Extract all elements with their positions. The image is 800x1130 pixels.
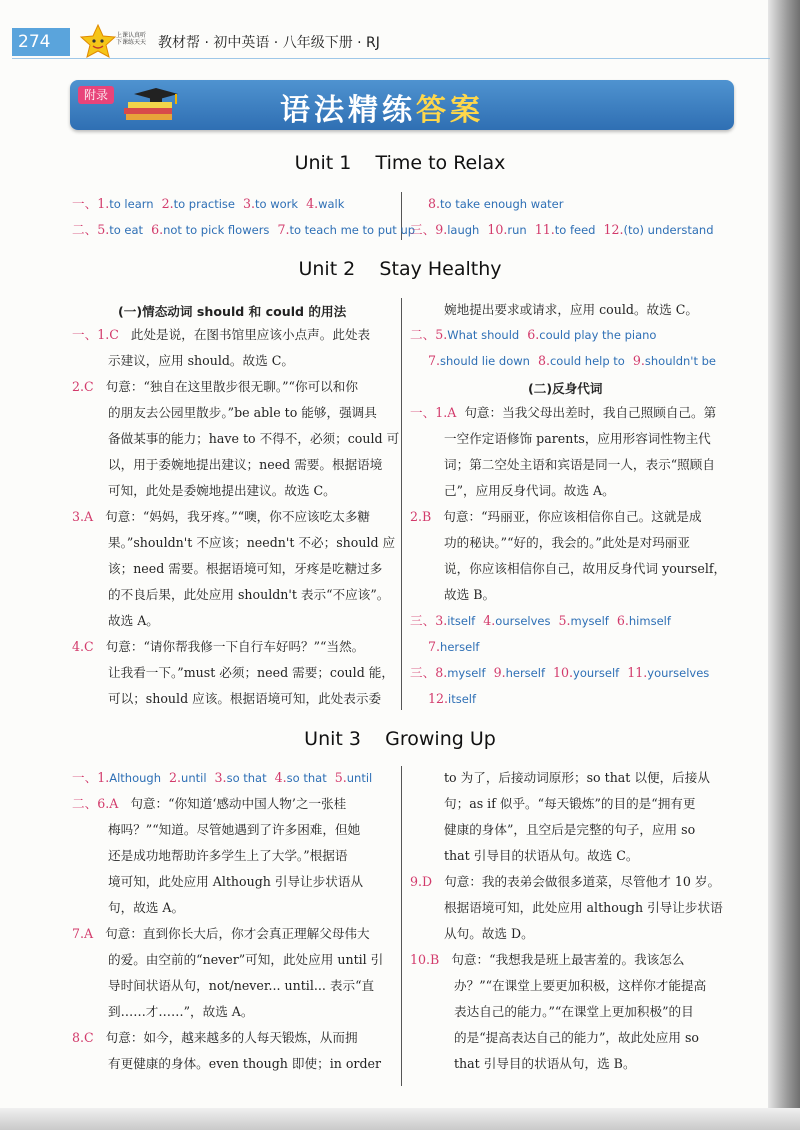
q8-cont-line4: that 引导目的状语从句。故选 C。 bbox=[444, 848, 639, 863]
page-bottom-edge bbox=[0, 1108, 800, 1130]
unit3-title: Unit 3 Growing Up bbox=[304, 728, 496, 750]
q2-line1: 2.C 句意：“独自在这里散步很无聊。”“你可以和你 bbox=[72, 379, 358, 394]
q8-cont-line3: 健康的身体”，且空后是完整的句子，应用 so bbox=[444, 822, 696, 837]
q10-line2: 办？”“在课堂上要更加积极，这样你才能提高 bbox=[454, 978, 707, 993]
q4-line2: 让我看一下。”must 必须；need 需要；could 能， bbox=[108, 665, 394, 680]
rq1-line2: 一空作定语修饰 parents，应用形容词性物主代 bbox=[444, 431, 711, 446]
q3-line3: 该；need 需要。根据语境可知，牙疼是吃糖过多 bbox=[108, 561, 383, 576]
section3-line2: 7.herself bbox=[428, 639, 480, 654]
section3-line3: 三、8.myself 9.herself 10.yourself 11.yourselves bbox=[410, 665, 710, 680]
unit1-title: Unit 1 Time to Relax bbox=[294, 152, 506, 174]
section2-line1: 二、5.What should 6.could play the piano bbox=[410, 327, 657, 342]
q8-cont-line2: 句；as if 似乎。“每天锻炼”的目的是“拥有更 bbox=[444, 796, 696, 811]
q3-line5: 故选 A。 bbox=[108, 613, 159, 628]
section2-line2: 7.should lie down 8.could help to 9.shouldn't be bbox=[428, 353, 716, 368]
q7-line2: 的爱。由空前的“never”可知，此处应用 until 引 bbox=[108, 952, 384, 967]
q7-line1: 7.A 句意：直到你长大后，你才会真正理解父母伟大 bbox=[72, 926, 370, 941]
rq2-line4: 故选 B。 bbox=[444, 587, 496, 602]
q9-line1: 9.D 句意：我的表弟会做很多道菜，尽管他才 10 岁。 bbox=[410, 874, 721, 889]
unit1-line1: 一、1.to learn 2.to practise 3.to work 4.walk bbox=[72, 196, 345, 211]
section-banner bbox=[70, 80, 734, 130]
header-rule bbox=[12, 58, 770, 59]
rq1-line1: 一、1.A 句意：当我父母出差时，我自己照顾自己。第 bbox=[410, 405, 717, 420]
q4-line3: 可以；should 应该。根据语境可知，此处表示委 bbox=[108, 691, 382, 706]
q6-line2: 梅吗？”“知道。尽管她遇到了许多困难，但她 bbox=[108, 822, 361, 837]
q10-line3: 表达自己的能力。”“在课堂上更加积极”的目 bbox=[454, 1004, 694, 1019]
q10-line1: 10.B 句意：“我想我是班上最害羞的。我该怎么 bbox=[410, 952, 685, 967]
q8-cont-line1: to 为了，后接动词原形；so that 以便，后接从 bbox=[444, 770, 710, 785]
q1-line2: 示建议，应用 should。故选 C。 bbox=[108, 353, 294, 368]
q6-line1: 二、6.A 句意：“你知道‘感动中国人物’之一张桂 bbox=[72, 796, 347, 811]
section-heading: (二)反身代词 bbox=[528, 381, 603, 396]
q2-line3: 备做某事的能力；have to 不得不，必须；could 可 bbox=[108, 431, 400, 446]
section-heading: (一)情态动词 should 和 could 的用法 bbox=[118, 304, 347, 319]
header-tagline: 上课认真听 下课练天天 bbox=[116, 32, 147, 46]
unit3-line1: 一、1.Although 2.until 3.so that 4.so that 5.until bbox=[72, 770, 373, 785]
q3-line1: 3.A 句意：“妈妈，我牙疼。”“噢，你不应该吃太多糖 bbox=[72, 509, 371, 524]
q6-line3: 还是成功地帮助许多学生上了大学。”根据语 bbox=[108, 848, 348, 863]
q8-line1: 8.C 句意：如今，越来越多的人每天锻炼，从而拥 bbox=[72, 1030, 358, 1045]
q1-line1: 一、1.C 此处是说，在图书馆里应该小点声。此处表 bbox=[72, 327, 371, 342]
banner-title-main: 语法精练 bbox=[280, 93, 416, 128]
banner-title-highlight: 答案 bbox=[416, 93, 484, 128]
rq2-line1: 2.B 句意：“玛丽亚，你应该相信你自己。这就是成 bbox=[410, 509, 702, 524]
q10-line5: that 引导目的状语从句，选 B。 bbox=[454, 1056, 636, 1071]
q9-line3: 从句。故选 D。 bbox=[444, 926, 534, 941]
unit2-title: Unit 2 Stay Healthy bbox=[298, 258, 502, 280]
q6-line5: 句，故选 A。 bbox=[108, 900, 185, 915]
q2-line2: 的朋友去公园里散步。”be able to 能够，强调具 bbox=[108, 405, 377, 420]
rq2-line3: 说，你应该相信你自己，故用反身代词 yourself， bbox=[444, 561, 727, 576]
books-graduation-cap-icon bbox=[120, 84, 180, 126]
column-divider bbox=[401, 766, 402, 1086]
unit1-line2: 二、5.to eat 6.not to pick flowers 7.to teach me to put up bbox=[72, 222, 416, 237]
q9-line2: 根据语境可知，此处应用 although 引导让步状语 bbox=[444, 900, 723, 915]
unit1-right-line1: 8.to take enough water bbox=[428, 196, 564, 211]
rq2-line2: 功的秘诀。”“好的，我会的。”此处是对玛丽亚 bbox=[444, 535, 690, 550]
q10-line4: 的是“提高表达自己的能力”，故此处应用 so bbox=[454, 1030, 700, 1045]
q7-line3: 导时间状语从句，not/never... until... 表示“直 bbox=[108, 978, 375, 993]
q4-line1: 4.C 句意：“请你帮我修一下自行车好吗？”“当然。 bbox=[72, 639, 365, 654]
unit1-right-line2: 三、9.laugh 10.run 11.to feed 12.(to) understand bbox=[410, 222, 714, 237]
section3-line1: 三、3.itself 4.ourselves 5.myself 6.himself bbox=[410, 613, 671, 628]
rq1-line3: 词；第二空处主语和宾语是同一人，表示“照顾自 bbox=[444, 457, 715, 472]
column-divider bbox=[401, 298, 402, 710]
q8-line2: 有更健康的身体。even though 即使；in order bbox=[108, 1056, 381, 1071]
q3-line4: 的不良后果，此处应用 shouldn't 表示“不应该”。 bbox=[108, 587, 390, 602]
q4-continuation: 婉地提出要求或请求，应用 could。故选 C。 bbox=[444, 302, 698, 317]
page-header bbox=[0, 22, 770, 60]
star-mascot-icon bbox=[78, 24, 118, 60]
banner-title bbox=[280, 85, 484, 129]
q7-line4: 到……才……”，故选 A。 bbox=[108, 1004, 254, 1019]
appendix-label: 附录 bbox=[78, 86, 114, 104]
q2-line5: 可知，此处是委婉地提出建议。故选 C。 bbox=[108, 483, 336, 498]
q3-line2: 果。”shouldn't 不应该；needn't 不必；should 应 bbox=[108, 535, 396, 550]
section3-line4: 12.itself bbox=[428, 691, 477, 706]
page-number: 274 bbox=[12, 28, 70, 56]
q2-line4: 以，用于委婉地提出建议；need 需要。根据语境 bbox=[108, 457, 383, 472]
rq1-line4: 己”，应用反身代词。故选 A。 bbox=[444, 483, 615, 498]
q6-line4: 境可知，此处应用 Although 引导让步状语从 bbox=[108, 874, 364, 889]
book-title: 教材帮 · 初中英语 · 八年级下册 · RJ bbox=[158, 35, 380, 51]
